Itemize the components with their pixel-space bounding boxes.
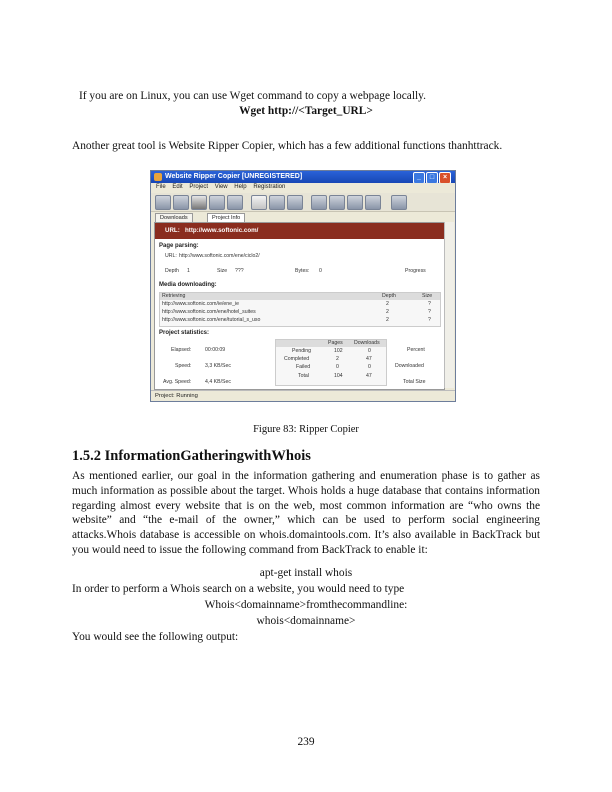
start-icon — [251, 195, 267, 210]
new-project-icon — [155, 195, 171, 210]
browse-icon — [329, 195, 345, 210]
stats-row-label: Completed — [284, 356, 310, 362]
ripper-copier-screenshot — [150, 170, 456, 402]
media-row-depth: 2 — [386, 309, 389, 315]
size-label: Size — [217, 268, 228, 274]
url-banner — [155, 223, 444, 239]
url-label: URL: — [165, 227, 180, 234]
menu-bar — [151, 183, 455, 192]
stats-row-downloads: 47 — [366, 373, 372, 379]
wget-command: Wget http://<Target_URL> — [239, 105, 373, 117]
scrollbar — [444, 222, 454, 388]
parsing-url-label: URL: — [165, 253, 177, 259]
media-header-depth: Depth — [382, 293, 396, 299]
delete-icon — [191, 195, 207, 210]
media-downloading-label: Media downloading: — [159, 282, 217, 288]
media-header-retrieving: Retrieving — [162, 293, 186, 299]
refresh-icon — [311, 195, 327, 210]
tab-downloads: Downloads — [155, 213, 193, 223]
menu-file: File — [156, 184, 166, 190]
app-icon — [154, 173, 162, 181]
status-text: Project: Running — [155, 393, 198, 399]
bytes-label: Bytes: — [295, 268, 310, 274]
media-row-size: ? — [428, 309, 431, 315]
stats-row-label: Total — [298, 373, 309, 379]
menu-edit: Edit — [172, 184, 183, 190]
settings-icon — [347, 195, 363, 210]
media-row-url: http://www.softonic.com/ene/hotel_suites — [162, 309, 256, 315]
status-bar — [151, 390, 455, 402]
stop-icon — [287, 195, 303, 210]
bytes-value: 0 — [319, 268, 322, 274]
avg-speed-value: 4,4 KB/Sec — [205, 379, 231, 385]
media-row-depth: 2 — [386, 301, 389, 307]
save-icon — [209, 195, 225, 210]
elapsed-label: Elapsed: — [171, 347, 192, 353]
project-statistics-label: Project statistics: — [159, 330, 210, 336]
total-size-label: Total Size — [403, 379, 426, 385]
avg-speed-label: Avg. Speed: — [163, 379, 192, 385]
menu-help: Help — [234, 184, 247, 190]
stats-row-downloads: 0 — [368, 348, 371, 354]
stats-table — [275, 339, 387, 386]
stats-row-pages: 0 — [336, 364, 339, 370]
media-table-header — [160, 293, 440, 300]
output-line: You would see the following output: — [72, 631, 239, 643]
menu-view: View — [214, 184, 228, 190]
maximize-icon: □ — [426, 172, 438, 184]
downloaded-label: Downloaded — [395, 363, 424, 369]
stats-header-pages: Pages — [328, 340, 343, 346]
apt-command: apt-get install whois — [259, 567, 353, 579]
ripper-sentence: Another great tool is Website Ripper Copier, which has a few additional functions thanhttrack. — [72, 140, 503, 152]
depth-value: 1 — [187, 268, 190, 274]
stats-row-downloads: 0 — [368, 364, 371, 370]
window-titlebar — [151, 171, 455, 183]
url-value: http://www.softonic.com/ — [185, 227, 259, 234]
parsing-url-value: http://www.softonic.com/ene/ciclo2/ — [179, 253, 260, 259]
close-icon: × — [439, 172, 451, 184]
project-info-panel — [154, 222, 445, 390]
intro-line: If you are on Linux, you can use Wget command to copy a webpage locally. — [79, 90, 426, 102]
media-row-url: http://www.softonic.com/ie/ene_ie — [162, 301, 239, 307]
pause-icon — [269, 195, 285, 210]
stats-row-pages: 2 — [336, 356, 339, 362]
toolbar — [151, 193, 455, 212]
stats-header-downloads: Downloads — [354, 340, 380, 346]
tab-project-info: Project Info — [207, 213, 245, 223]
page-parsing-label: Page parsing: — [159, 243, 199, 249]
media-row-size: ? — [428, 301, 431, 307]
whois-syntax: Whois<domainname>fromthecommandline: — [204, 599, 408, 611]
window-title: Website Ripper Copier [UNREGISTERED] — [165, 173, 303, 180]
minimize-icon: _ — [413, 172, 425, 184]
percent-label: Percent — [407, 347, 425, 353]
speed-label: Speed: — [175, 363, 192, 369]
page-number: 239 — [297, 736, 315, 748]
menu-project: Project — [189, 184, 209, 190]
elapsed-value: 00:00:09 — [205, 347, 226, 353]
whois-command: whois<domainname> — [256, 615, 356, 627]
properties-icon — [227, 195, 243, 210]
whois-paragraph: As mentioned earlier, our goal in the information gathering and enumeration phase is to gather as much information as possible about the target. Whois holds a huge database that contains information regarding almost every website that is on the web, most common information are “who owns the website” and “the e-mail of the owner,” which can be used to perform social engineering attacks.Whois database is accessible on whois.domaintools.com. It’s also available in BackTrack but you would need to issue the following command from BackTrack to enable it: — [72, 470, 540, 556]
media-header-size: Size — [422, 293, 433, 299]
depth-label: Depth — [165, 268, 179, 274]
media-row-size: ? — [428, 317, 431, 323]
stats-row-label: Failed — [296, 364, 311, 370]
media-row-depth: 2 — [386, 317, 389, 323]
section-heading: 1.5.2 InformationGatheringwithWhois — [72, 448, 311, 464]
stats-row-label: Pending — [292, 348, 312, 354]
stats-row-pages: 104 — [334, 373, 343, 379]
stats-row-downloads: 47 — [366, 356, 372, 362]
tab-strip — [151, 212, 455, 222]
media-table — [159, 292, 441, 327]
menu-registration: Registration — [253, 184, 286, 190]
filter-icon — [365, 195, 381, 210]
size-value: ??? — [235, 268, 244, 274]
stats-row-pages: 102 — [334, 348, 343, 354]
progress-label: Progress — [405, 268, 426, 274]
figure-caption: Figure 83: Ripper Copier — [253, 424, 359, 435]
speed-value: 3,3 KB/Sec — [205, 363, 231, 369]
media-row-url: http://www.softonic.com/ene/tutorial_s_uso — [162, 317, 261, 323]
open-icon — [173, 195, 189, 210]
whois-intro: In order to perform a Whois search on a website, you would need to type — [72, 583, 405, 595]
help-icon — [391, 195, 407, 210]
